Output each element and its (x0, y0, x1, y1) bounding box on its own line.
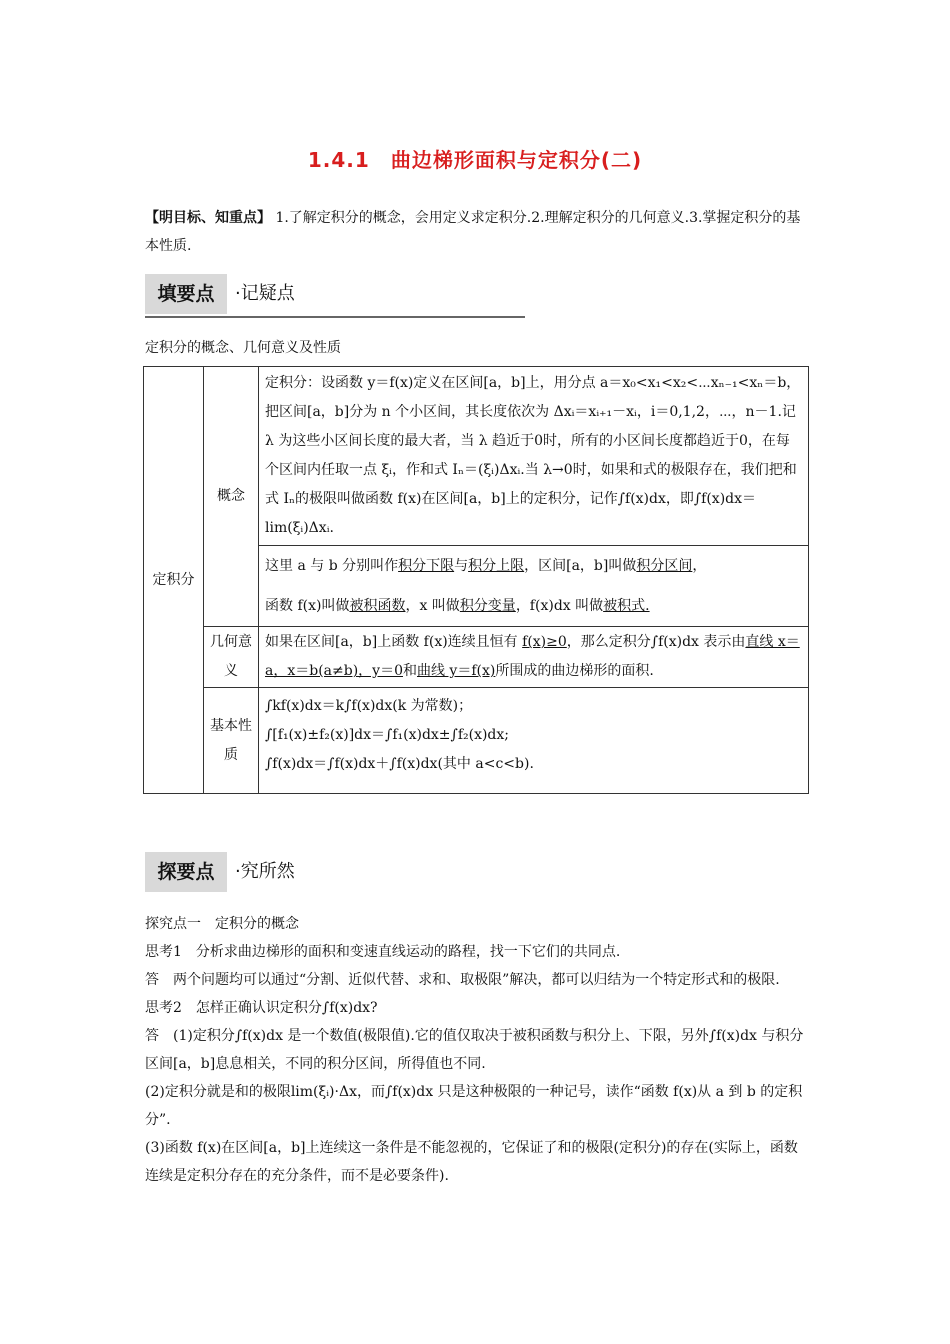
learning-objectives (145, 204, 810, 260)
objectives-text: 1.了解定积分的概念，会用定义求定积分.2.理解定积分的几何意义.3.掌握定积分的基本性质. (145, 210, 801, 254)
section-subtitle: ·记疑点 (235, 283, 295, 304)
definite-integral-table (143, 366, 809, 794)
page-title: 1.4.1 曲边梯形面积与定积分(二) (307, 148, 643, 172)
section-header-fill (145, 274, 525, 316)
row-header-basic-properties: 基本性质 (204, 688, 259, 794)
row-header-concept: 概念 (204, 367, 259, 627)
concept-terms: 这里 a 与 b 分别叫作积分下限与积分上限，区间[a，b]叫做积分区间， 函数 f(x)叫做被积函数，x 叫做积分变量，f(x)dx 叫做被积式. (259, 546, 809, 627)
explore-body (145, 910, 810, 1190)
objectives-label: 【明目标、知重点】 (145, 210, 271, 226)
table-caption: 定积分的概念、几何意义及性质 (145, 340, 341, 356)
answer-1: 答 两个问题均可以通过“分割、近似代替、求和、取极限”解决，都可以归结为一个特定形式和的极限. (145, 972, 780, 988)
concept-definition: 定积分：设函数 y＝f(x)定义在区间[a，b]上，用分点 a＝x₀<x₁<x₂<⋯xₙ₋₁<xₙ＝b，把区间[a，b]分为 n 个小区间，其长度依次为 Δxᵢ＝xᵢ₊₁－xᵢ，i＝0,1,2，⋯，n－1.记 λ 为这些小区间长度的最大者，当 λ 趋近于0时，所有的小区间长度都趋近于0，在每个区间内任取一点 ξᵢ，作和式 Iₙ＝(ξᵢ)Δxᵢ.当 λ→0时，如果和式的极限存在，我们把和式 Iₙ的极限叫做函数 f(x)在区间[a，b]上的定积分，记作∫f(x)dx，即∫f(x)dx＝lim(ξᵢ)Δxᵢ. (259, 367, 809, 546)
answer-2-part-3: (3)函数 f(x)在区间[a，b]上连续这一条件是不能忽视的，它保证了和的极限(定积分)的存在(实际上，函数连续是定积分存在的充分条件，而不是必要条件). (145, 1140, 798, 1184)
property-1: ∫kf(x)dx＝k∫f(x)dx(k 为常数)； (265, 698, 473, 714)
question-1: 思考1 分析求曲边梯形的面积和变速直线运动的路程，找一下它们的共同点. (145, 944, 621, 960)
term-upper-limit: 积分上限 (468, 558, 525, 574)
term-interval: 积分区间 (636, 558, 693, 574)
subsection-heading: 探究点一 定积分的概念 (145, 916, 299, 932)
property-3: ∫f(x)dx＝∫f(x)dx＋∫f(x)dx(其中 a<c<b). (265, 756, 534, 772)
geometric-meaning-text: 如果在区间[a，b]上函数 f(x)连续且恒有 f(x)≥0，那么定积分∫f(x)dx 表示由直线 x＝a，x＝b(a≠b)，y＝0和曲线 y＝f(x)所围成的曲边梯形的面积. (259, 627, 809, 688)
question-2: 思考2 怎样正确认识定积分∫f(x)dx? (145, 1000, 378, 1016)
section-divider (145, 316, 525, 318)
term-lower-limit: 积分下限 (398, 558, 455, 574)
answer-2-part-1: 答 (1)定积分∫f(x)dx 是一个数值(极限值).它的值仅取决于被积函数与积分上、下限，另外∫f(x)dx 与积分区间[a，b]息息相关，不同的积分区间，所得值也不同. (145, 1028, 804, 1072)
section-subtitle: ·究所然 (235, 861, 295, 882)
basic-properties (259, 688, 809, 794)
answer-2-part-2: (2)定积分就是和的极限lim(ξᵢ)·Δx，而∫f(x)dx 只是这种极限的一种记号，读作“函数 f(x)从 a 到 b 的定积分”. (145, 1084, 803, 1128)
term-integrand-function: 被积函数 (349, 598, 406, 614)
term-variable: 积分变量 (459, 598, 516, 614)
section-badge: 探要点 (145, 852, 227, 892)
property-2: ∫[f₁(x)±f₂(x)]dx＝∫f₁(x)dx±∫f₂(x)dx; (265, 727, 510, 743)
row-header-geometric-meaning: 几何意义 (204, 627, 259, 688)
term-integrand: 被积式. (603, 598, 650, 614)
section-header-explore (145, 852, 525, 894)
section-badge: 填要点 (145, 274, 227, 314)
row-header-definite-integral: 定积分 (144, 367, 204, 794)
